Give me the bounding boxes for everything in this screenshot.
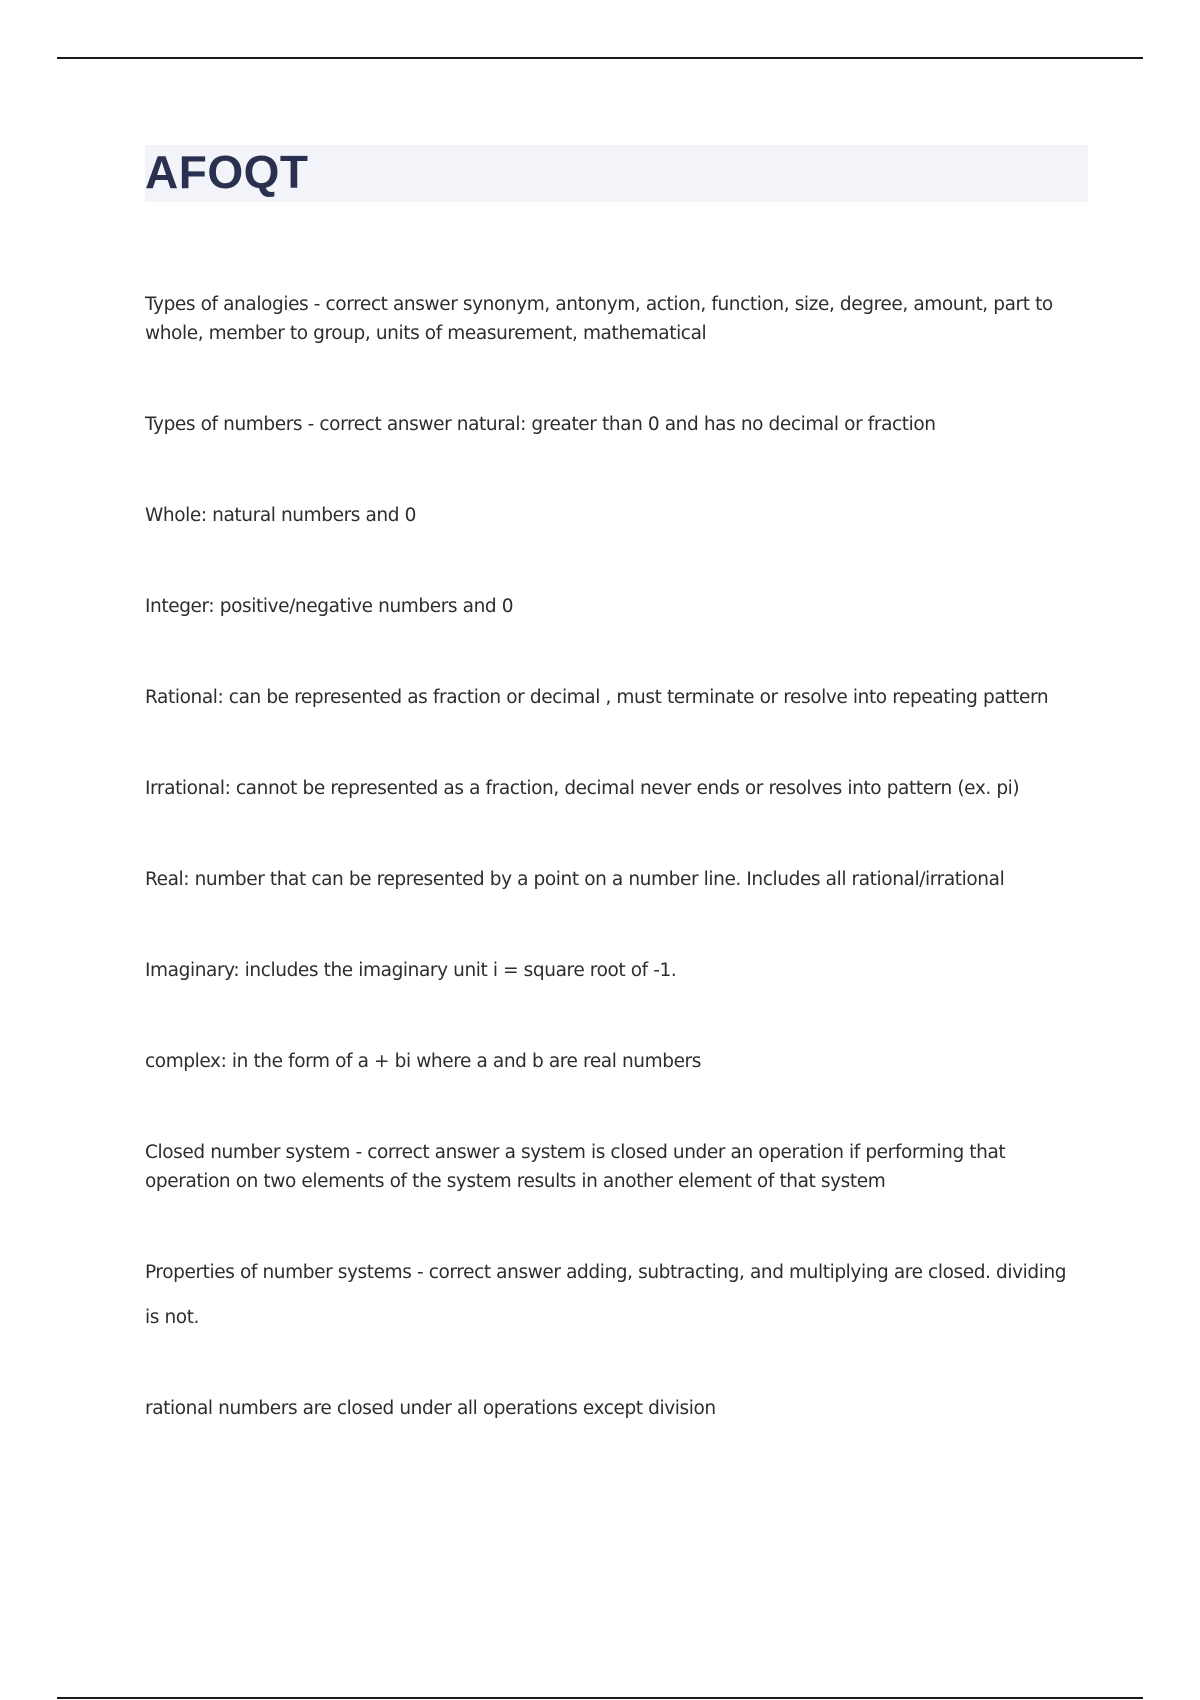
paragraph-whole: Whole: natural numbers and 0 — [145, 505, 416, 526]
paragraph-closed-number-system: Closed number system - correct answer a system is closed under an operation if performing that operation on two elements of the system results in another element of that system — [145, 1142, 1006, 1192]
paragraph-complex: complex: in the form of a + bi where a and b are real numbers — [145, 1051, 701, 1072]
paragraph-types-of-numbers: Types of numbers - correct answer natural: greater than 0 and has no decimal or fraction — [145, 414, 936, 435]
bottom-rule — [57, 1697, 1143, 1699]
paragraph-integer: Integer: positive/negative numbers and 0 — [145, 596, 514, 617]
top-rule — [57, 57, 1143, 59]
paragraph-real: Real: number that can be represented by a point on a number line. Includes all rational/irrational — [145, 869, 1005, 890]
paragraph-rational: Rational: can be represented as fraction or decimal , must terminate or resolve into repeating pattern — [145, 687, 1049, 708]
paragraph-types-of-analogies: Types of analogies - correct answer synonym, antonym, action, function, size, degree, amount, part to whole, member to group, units of measurement, mathematical — [145, 294, 1053, 344]
paragraph-rational-closed: rational numbers are closed under all operations except division — [145, 1398, 716, 1419]
paragraph-properties-of-number-systems: Properties of number systems - correct answer adding, subtracting, and multiplying are closed. dividing is not. — [145, 1262, 1067, 1328]
paragraph-imaginary: Imaginary: includes the imaginary unit i = square root of -1. — [145, 960, 677, 981]
page-title: AFOQT — [145, 146, 309, 198]
paragraph-irrational: Irrational: cannot be represented as a fraction, decimal never ends or resolves into pattern (ex. pi) — [145, 778, 1020, 799]
